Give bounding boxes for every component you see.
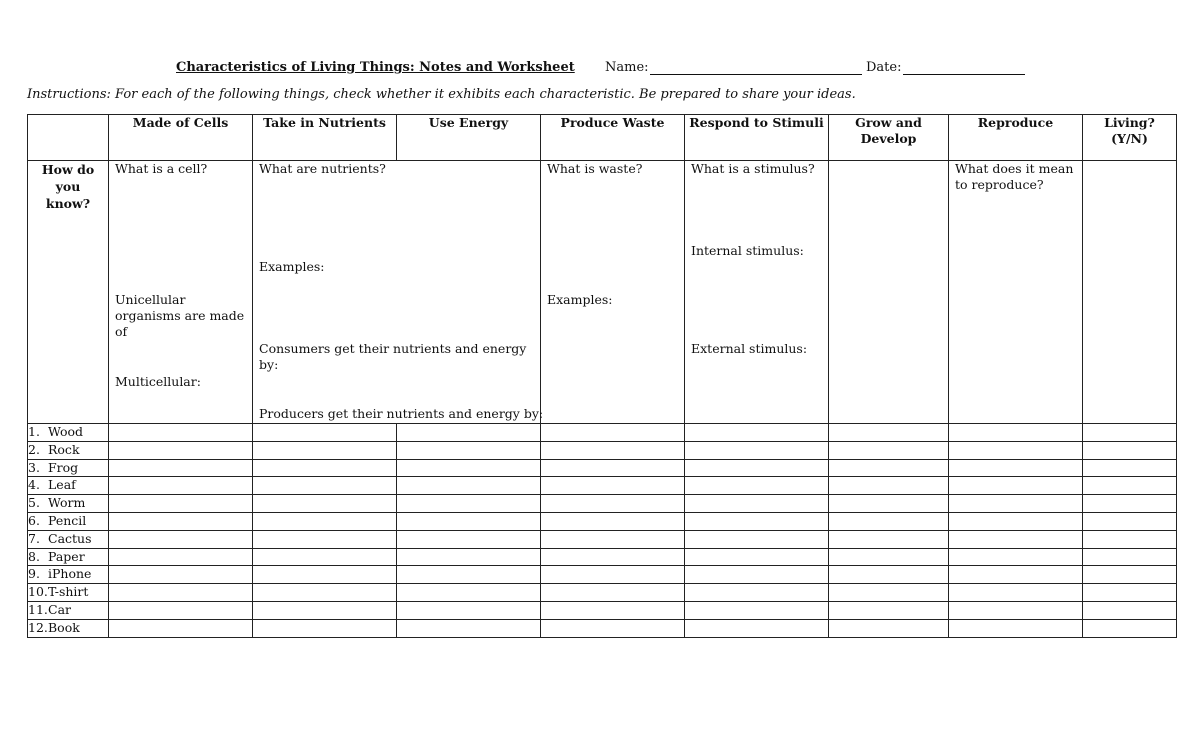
col-grow-and-develop bbox=[829, 115, 949, 161]
date-blank-line[interactable] bbox=[903, 74, 1025, 75]
table-row bbox=[28, 548, 1177, 566]
check-cell[interactable] bbox=[253, 477, 397, 495]
item-label bbox=[28, 584, 109, 602]
table-row bbox=[28, 619, 1177, 637]
notes-cells[interactable] bbox=[109, 161, 253, 424]
check-cell[interactable] bbox=[829, 530, 949, 548]
item-number: 4. bbox=[28, 477, 40, 493]
table-row bbox=[28, 601, 1177, 619]
item-name: Book bbox=[48, 619, 80, 635]
check-cell[interactable] bbox=[685, 495, 829, 513]
check-cell[interactable] bbox=[949, 566, 1083, 584]
check-cell[interactable] bbox=[109, 512, 253, 530]
col-reproduce: Reproduce bbox=[949, 115, 1083, 161]
check-cell[interactable] bbox=[397, 477, 541, 495]
item-number: 2. bbox=[28, 441, 40, 457]
item-number: 12. bbox=[28, 619, 48, 635]
check-cell[interactable] bbox=[253, 495, 397, 513]
col-grow-line-2: Develop bbox=[860, 131, 917, 146]
check-cell[interactable] bbox=[541, 619, 685, 637]
check-cell[interactable] bbox=[949, 459, 1083, 477]
item-number: 6. bbox=[28, 512, 40, 528]
how-do-you-know-label bbox=[28, 161, 109, 424]
check-cell[interactable] bbox=[829, 424, 949, 442]
waste-examples: Examples: bbox=[547, 292, 613, 307]
check-cell[interactable] bbox=[109, 441, 253, 459]
check-cell[interactable] bbox=[541, 548, 685, 566]
item-label bbox=[28, 548, 109, 566]
name-label: Name: bbox=[605, 60, 649, 75]
check-cell[interactable] bbox=[1083, 566, 1177, 584]
item-number: 10. bbox=[28, 584, 48, 600]
col-take-in-nutrients: Take in Nutrients bbox=[253, 115, 397, 161]
check-cell[interactable] bbox=[949, 619, 1083, 637]
check-cell[interactable] bbox=[541, 512, 685, 530]
check-cell[interactable] bbox=[541, 441, 685, 459]
check-cell[interactable] bbox=[397, 530, 541, 548]
check-cell[interactable] bbox=[109, 530, 253, 548]
nutrients-question: What are nutrients? bbox=[259, 161, 386, 176]
check-cell[interactable] bbox=[949, 512, 1083, 530]
item-name: Car bbox=[48, 601, 71, 617]
check-cell[interactable] bbox=[253, 548, 397, 566]
item-name: Cactus bbox=[48, 530, 92, 546]
check-cell[interactable] bbox=[1083, 530, 1177, 548]
notes-living[interactable] bbox=[1083, 161, 1177, 424]
check-cell[interactable] bbox=[109, 459, 253, 477]
how-label-line-3: know? bbox=[45, 196, 91, 211]
check-cell[interactable] bbox=[541, 601, 685, 619]
consumers-note: Consumers get their nutrients and energy by: bbox=[259, 341, 527, 372]
check-cell[interactable] bbox=[397, 566, 541, 584]
producers-note: Producers get their nutrients and energy by: bbox=[259, 406, 544, 421]
check-cell[interactable] bbox=[829, 477, 949, 495]
item-number: 5. bbox=[28, 495, 40, 511]
unicellular-note: Unicellular organisms are made of bbox=[115, 292, 245, 339]
check-cell[interactable] bbox=[541, 530, 685, 548]
worksheet-header bbox=[0, 60, 1200, 80]
item-name: Leaf bbox=[48, 477, 76, 493]
item-label bbox=[28, 566, 109, 584]
characteristics-table bbox=[27, 114, 1177, 638]
check-cell[interactable] bbox=[829, 601, 949, 619]
check-cell[interactable] bbox=[949, 495, 1083, 513]
item-label bbox=[28, 512, 109, 530]
table-row bbox=[28, 512, 1177, 530]
check-cell[interactable] bbox=[397, 619, 541, 637]
check-cell[interactable] bbox=[685, 441, 829, 459]
table-row bbox=[28, 584, 1177, 602]
check-cell[interactable] bbox=[685, 459, 829, 477]
check-cell[interactable] bbox=[829, 584, 949, 602]
check-cell[interactable] bbox=[829, 495, 949, 513]
check-cell[interactable] bbox=[949, 441, 1083, 459]
header-row bbox=[28, 115, 1177, 161]
col-made-of-cells: Made of Cells bbox=[109, 115, 253, 161]
check-cell[interactable] bbox=[1083, 512, 1177, 530]
item-label bbox=[28, 459, 109, 477]
check-cell[interactable] bbox=[397, 424, 541, 442]
check-cell[interactable] bbox=[397, 495, 541, 513]
item-name: T-shirt bbox=[48, 584, 89, 600]
reproduce-question: What does it mean to reproduce? bbox=[955, 161, 1074, 192]
date-label: Date: bbox=[866, 60, 902, 75]
check-cell[interactable] bbox=[109, 566, 253, 584]
table-row bbox=[28, 459, 1177, 477]
table-row bbox=[28, 477, 1177, 495]
check-cell[interactable] bbox=[397, 548, 541, 566]
check-cell[interactable] bbox=[109, 424, 253, 442]
check-cell[interactable] bbox=[253, 459, 397, 477]
item-number: 11. bbox=[28, 601, 48, 617]
check-cell[interactable] bbox=[685, 566, 829, 584]
col-living-line-2: (Y/N) bbox=[1111, 131, 1148, 146]
check-cell[interactable] bbox=[397, 459, 541, 477]
item-number: 3. bbox=[28, 459, 40, 475]
item-name: iPhone bbox=[48, 566, 92, 582]
item-name: Frog bbox=[48, 459, 79, 475]
check-cell[interactable] bbox=[949, 424, 1083, 442]
item-number: 9. bbox=[28, 566, 40, 582]
item-label bbox=[28, 619, 109, 637]
table-row bbox=[28, 424, 1177, 442]
external-stimulus-note: External stimulus: bbox=[691, 341, 808, 356]
name-blank-line[interactable] bbox=[650, 74, 862, 75]
col-produce-waste: Produce Waste bbox=[541, 115, 685, 161]
check-cell[interactable] bbox=[253, 601, 397, 619]
item-name: Worm bbox=[48, 495, 86, 511]
check-cell[interactable] bbox=[541, 477, 685, 495]
table-row bbox=[28, 566, 1177, 584]
internal-stimulus-note: Internal stimulus: bbox=[691, 243, 804, 258]
check-cell[interactable] bbox=[541, 459, 685, 477]
item-name: Paper bbox=[48, 548, 85, 564]
check-cell[interactable] bbox=[685, 530, 829, 548]
item-number: 8. bbox=[28, 548, 40, 564]
check-cell[interactable] bbox=[1083, 619, 1177, 637]
notes-waste[interactable] bbox=[541, 161, 685, 424]
notes-nutrients-energy[interactable] bbox=[253, 161, 544, 424]
check-cell[interactable] bbox=[1083, 459, 1177, 477]
check-cell[interactable] bbox=[685, 619, 829, 637]
corner-cell bbox=[28, 115, 109, 161]
check-cell[interactable] bbox=[109, 548, 253, 566]
check-cell[interactable] bbox=[109, 619, 253, 637]
check-cell[interactable] bbox=[397, 601, 541, 619]
item-name: Rock bbox=[48, 441, 80, 457]
check-cell[interactable] bbox=[829, 566, 949, 584]
item-number: 7. bbox=[28, 530, 40, 546]
item-label bbox=[28, 530, 109, 548]
check-cell[interactable] bbox=[1083, 548, 1177, 566]
check-cell[interactable] bbox=[949, 477, 1083, 495]
check-cell[interactable] bbox=[949, 601, 1083, 619]
item-label bbox=[28, 441, 109, 459]
check-cell[interactable] bbox=[685, 584, 829, 602]
check-cell[interactable] bbox=[829, 619, 949, 637]
check-cell[interactable] bbox=[685, 548, 829, 566]
check-cell[interactable] bbox=[397, 584, 541, 602]
check-cell[interactable] bbox=[949, 584, 1083, 602]
check-cell[interactable] bbox=[829, 512, 949, 530]
check-cell[interactable] bbox=[1083, 495, 1177, 513]
multicellular-note: Multicellular: bbox=[115, 374, 201, 389]
notes-grow[interactable] bbox=[829, 161, 949, 424]
check-cell[interactable] bbox=[685, 424, 829, 442]
check-cell[interactable] bbox=[541, 584, 685, 602]
item-label bbox=[28, 601, 109, 619]
check-cell[interactable] bbox=[541, 566, 685, 584]
check-cell[interactable] bbox=[829, 441, 949, 459]
check-cell[interactable] bbox=[949, 530, 1083, 548]
col-respond-to-stimuli: Respond to Stimuli bbox=[685, 115, 829, 161]
how-label-line-1: How do bbox=[41, 162, 95, 177]
table-row bbox=[28, 495, 1177, 513]
nutrients-examples: Examples: bbox=[259, 259, 325, 274]
col-use-energy: Use Energy bbox=[397, 115, 541, 161]
item-label bbox=[28, 477, 109, 495]
check-cell[interactable] bbox=[685, 477, 829, 495]
col-grow-line-1: Grow and bbox=[855, 115, 922, 130]
item-label bbox=[28, 495, 109, 513]
check-cell[interactable] bbox=[1083, 477, 1177, 495]
check-cell[interactable] bbox=[685, 601, 829, 619]
check-cell[interactable] bbox=[1083, 424, 1177, 442]
worksheet-title: Characteristics of Living Things: Notes and Worksheet bbox=[176, 60, 575, 75]
check-cell[interactable] bbox=[949, 548, 1083, 566]
how-do-you-know-row bbox=[28, 161, 1177, 424]
check-cell[interactable] bbox=[541, 424, 685, 442]
notes-reproduce[interactable] bbox=[949, 161, 1083, 424]
cell-question: What is a cell? bbox=[115, 161, 208, 176]
check-cell[interactable] bbox=[397, 512, 541, 530]
table-row bbox=[28, 441, 1177, 459]
check-cell[interactable] bbox=[1083, 584, 1177, 602]
check-cell[interactable] bbox=[253, 530, 397, 548]
instructions-text: Instructions: For each of the following things, check whether it exhibits each characteristic. Be prepared to share your ideas. bbox=[27, 87, 856, 102]
check-cell[interactable] bbox=[109, 601, 253, 619]
check-cell[interactable] bbox=[109, 477, 253, 495]
table-row bbox=[28, 530, 1177, 548]
check-cell[interactable] bbox=[253, 584, 397, 602]
check-cell[interactable] bbox=[397, 441, 541, 459]
waste-question: What is waste? bbox=[547, 161, 643, 176]
item-label bbox=[28, 424, 109, 442]
check-cell[interactable] bbox=[541, 495, 685, 513]
notes-stimuli[interactable] bbox=[685, 161, 829, 424]
col-living-line-1: Living? bbox=[1104, 115, 1155, 130]
col-living bbox=[1083, 115, 1177, 161]
item-number: 1. bbox=[28, 424, 40, 439]
check-cell[interactable] bbox=[829, 459, 949, 477]
check-cell[interactable] bbox=[253, 566, 397, 584]
check-cell[interactable] bbox=[253, 619, 397, 637]
stimulus-question: What is a stimulus? bbox=[691, 161, 815, 176]
item-name: Pencil bbox=[48, 512, 87, 528]
check-cell[interactable] bbox=[253, 512, 397, 530]
check-cell[interactable] bbox=[1083, 441, 1177, 459]
check-cell[interactable] bbox=[253, 441, 397, 459]
check-cell[interactable] bbox=[109, 584, 253, 602]
check-cell[interactable] bbox=[685, 512, 829, 530]
item-name: Wood bbox=[48, 424, 84, 439]
how-label-line-2: you bbox=[55, 179, 81, 194]
check-cell[interactable] bbox=[1083, 601, 1177, 619]
check-cell[interactable] bbox=[829, 548, 949, 566]
check-cell[interactable] bbox=[253, 424, 397, 442]
check-cell[interactable] bbox=[109, 495, 253, 513]
